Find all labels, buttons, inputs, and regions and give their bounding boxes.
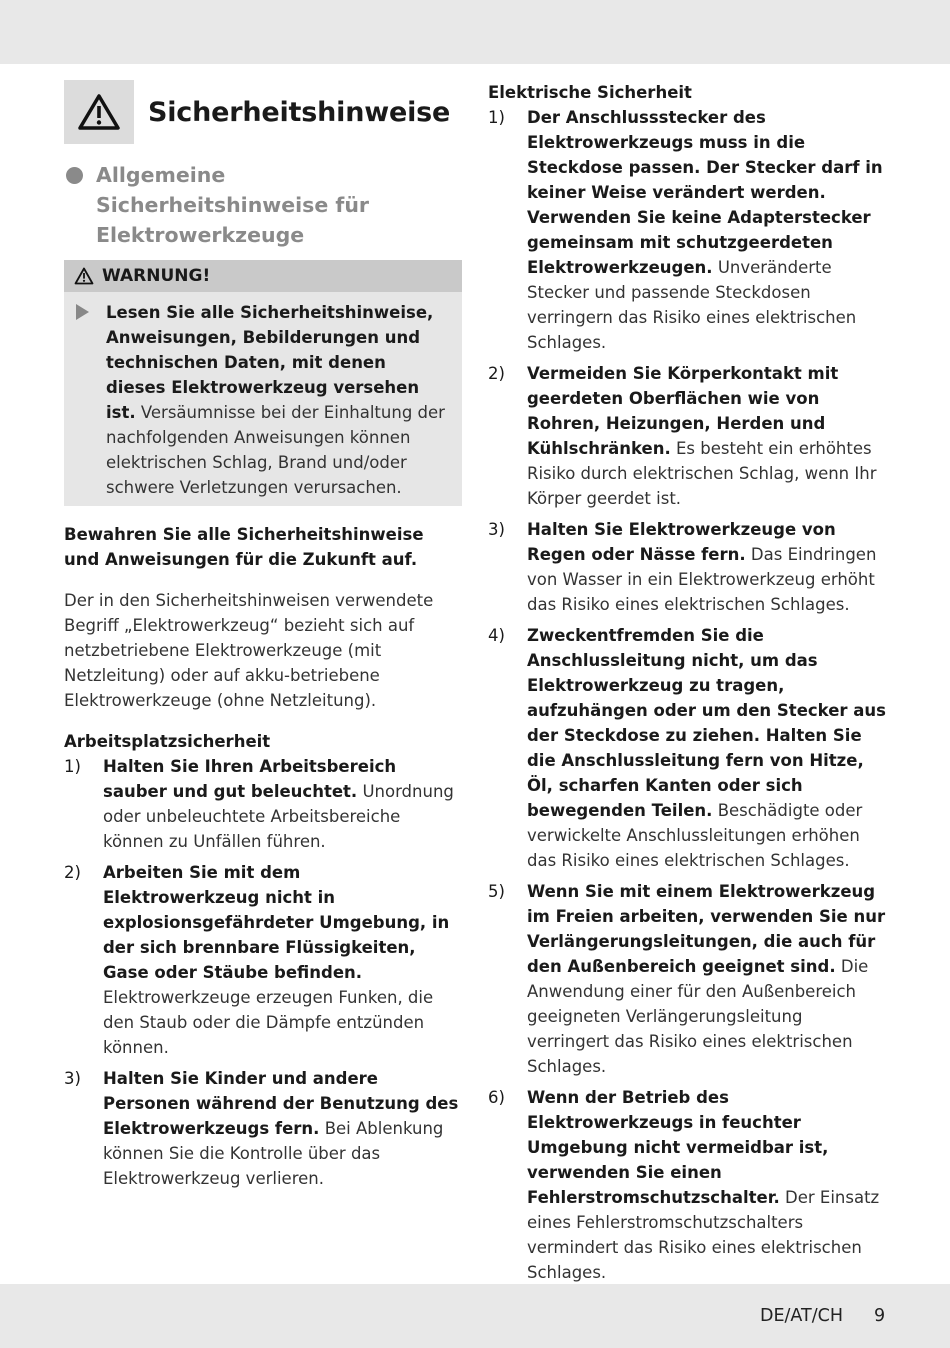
item-text: Es besteht ein erhöhtes Risiko durch elektrischen Schlag, wenn Ihr Körper geerdet ist. [527, 439, 877, 508]
item-bold-text: Vermeiden Sie Körperkontakt mit geerdeten Oberflächen wie von Rohren, Heizungen, Herden und Kühlschränken. [527, 364, 839, 458]
warning-body [64, 292, 462, 506]
list-item [488, 361, 888, 511]
workplace-heading: Arbeitsplatzsicherheit [64, 732, 271, 751]
warning-label: WARNUNG! [102, 266, 211, 286]
item-text: Bei Ablenkung können Sie die Kontrolle über das Elektrowerkzeug verlieren. [103, 1119, 444, 1188]
section-heading [64, 160, 462, 250]
warning-box [64, 260, 462, 506]
list-item [488, 1085, 888, 1285]
list-item [488, 105, 888, 355]
item-bold-text: Wenn der Betrieb des Elektrowerkzeugs in feuchter Umgebung nicht vermeidbar ist, verwenden Sie einen Fehlerstromschutzschalter. [527, 1088, 829, 1207]
footer-region: DE/AT/CH [760, 1306, 844, 1326]
item-bold-text: Wenn Sie mit einem Elektrowerkzeug im Freien arbeiten, verwenden Sie nur Verlängerungsleitungen, die auch für den Außenbereich geeignet sind. [527, 882, 886, 976]
left-column [64, 80, 462, 1191]
item-text: Das Eindringen von Wasser in ein Elektrowerkzeug erhöht das Risiko eines elektrischen Schlages. [527, 545, 877, 614]
item-text: Unveränderte Stecker und passende Steckdosen verringern das Risiko eines elektrischen Schlages. [527, 258, 857, 352]
item-bold-text: Halten Sie Kinder und andere Personen während der Benutzung des Elektrowerkzeugs fern. [103, 1069, 459, 1138]
item-text: Beschädigte oder verwickelte Anschlussleitungen erhöhen das Risiko eines elektrischen Schlages. [527, 801, 863, 870]
item-bold-text: Der Anschlussstecker des Elektrowerkzeugs muss in die Steckdose passen. Der Stecker darf in keiner Weise verändert werden. Verwenden Sie keine Adapterstecker gemeinsam mit schutzgeerdeten Elektrowerkzeugen. [527, 108, 883, 277]
list-item [488, 879, 888, 1079]
section-heading-text: Allgemeine Sicherheitshinweise für Elektrowerkzeuge [96, 163, 370, 247]
title-row [64, 80, 462, 144]
warning-header [64, 260, 462, 292]
page-title: Sicherheitshinweise [148, 96, 451, 128]
workplace-section [64, 729, 462, 1191]
list-item [488, 623, 888, 873]
item-number: 1) [64, 757, 81, 776]
item-bold-text: Arbeiten Sie mit dem Elektrowerkzeug nicht in explosionsgefährdeter Umgebung, in der sich brennbare Flüssigkeiten, Gase oder Stäube befinden. [103, 863, 450, 982]
item-number: 2) [488, 364, 505, 383]
list-item [488, 517, 888, 617]
item-number: 6) [488, 1088, 505, 1107]
warning-text: Versäumnisse bei der Einhaltung der nachfolgenden Anweisungen können elektrischen Schlag, Brand und/oder schwere Verletzungen verursachen. [106, 403, 445, 497]
item-text: Die Anwendung einer für den Außenbereich geeigneten Verlängerungsleitung verringert das Risiko eines elektrischen Schlages. [527, 957, 869, 1076]
arrow-right-icon [76, 304, 89, 320]
item-bold-text: Halten Sie Elektrowerkzeuge von Regen oder Nässe fern. [527, 520, 836, 564]
workplace-list [64, 754, 462, 1191]
electrical-list [488, 105, 888, 1285]
circle-bullet-icon [66, 167, 83, 184]
item-number: 3) [64, 1069, 81, 1088]
item-text: Der Einsatz eines Fehlerstromschutzschalters vermindert das Risiko eines elektrischen Schlages. [527, 1188, 880, 1282]
warning-triangle-icon [64, 80, 134, 144]
list-item [64, 754, 462, 854]
warning-triangle-icon [74, 267, 94, 285]
keep-notice: Bewahren Sie alle Sicherheitshinweise und Anweisungen für die Zukunft auf. [64, 525, 424, 569]
item-number: 5) [488, 882, 505, 901]
item-number: 3) [488, 520, 505, 539]
item-bold-text: Zweckentfremden Sie die Anschlussleitung nicht, um das Elektrowerkzeug zu tragen, aufzuhängen oder um den Stecker aus der Steckdose zu ziehen. Halten Sie die Anschlussleitung fern von Hitze, Öl, scharfen Kanten oder sich bewegenden Teilen. [527, 626, 886, 820]
page-number: 9 [874, 1306, 886, 1326]
item-bold-text: Halten Sie Ihren Arbeitsbereich sauber und gut beleuchtet. [103, 757, 397, 801]
electrical-heading: Elektrische Sicherheit [488, 83, 692, 102]
item-number: 2) [64, 863, 81, 882]
item-text: Unordnung oder unbeleuchtete Arbeitsbereiche können zu Unfällen führen. [103, 782, 454, 851]
item-number: 4) [488, 626, 505, 645]
top-bar [0, 0, 950, 64]
item-number: 1) [488, 108, 505, 127]
right-column [488, 80, 888, 1285]
list-item [64, 860, 462, 1060]
warning-bold-text: Lesen Sie alle Sicherheitshinweise, Anweisungen, Bebilderungen und technischen Daten, mit denen dieses Elektrowerkzeug versehen ist. [106, 303, 434, 422]
definition-paragraph: Der in den Sicherheitshinweisen verwendete Begriff „Elektrowerkzeug“ bezieht sich auf netzbetriebene Elektrowerkzeuge (mit Netzleitung) oder auf akku-betriebene Elektrowerkzeuge (ohne Netzleitung). [64, 591, 434, 710]
list-item [64, 1066, 462, 1191]
item-text: Elektrowerkzeuge erzeugen Funken, die den Staub oder die Dämpfe entzünden können. [103, 988, 434, 1057]
electrical-section [488, 80, 888, 1285]
